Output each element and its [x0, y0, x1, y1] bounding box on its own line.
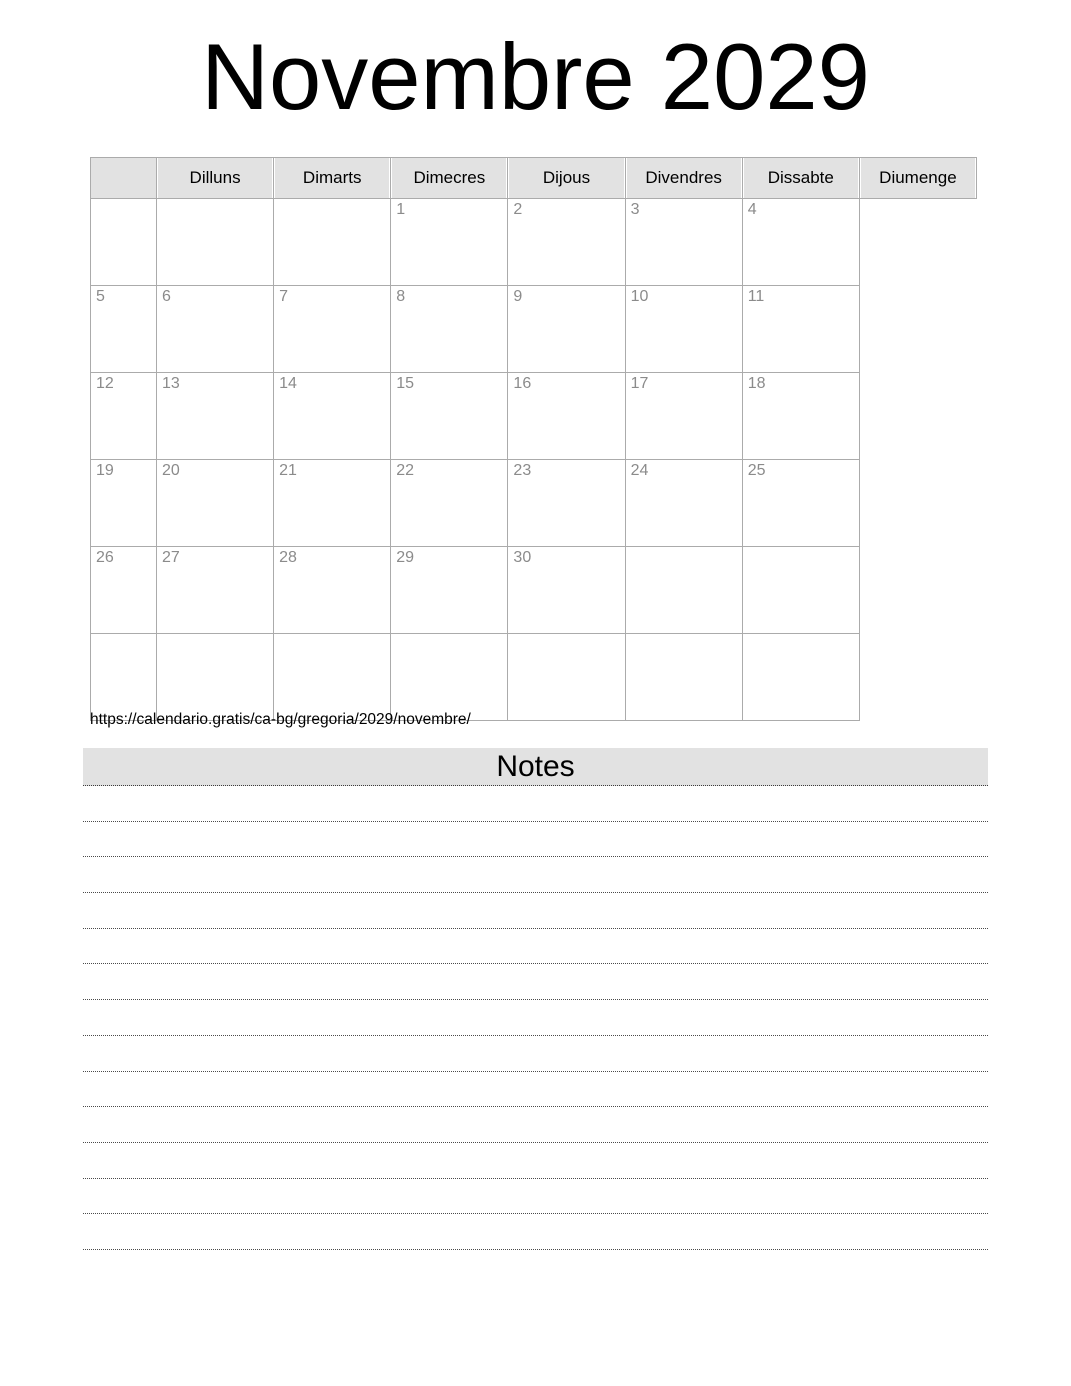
- calendar-side-column: [91, 158, 157, 199]
- day-cell: 7: [274, 286, 391, 373]
- note-line: [83, 893, 988, 929]
- notes-title: Notes: [496, 750, 575, 783]
- empty-day-cell: [742, 634, 859, 721]
- calendar-week-row: [91, 634, 977, 721]
- day-cell: 18: [742, 373, 859, 460]
- empty-day-cell: [508, 634, 625, 721]
- day-cell: 14: [274, 373, 391, 460]
- weekday-header: Dimarts: [274, 158, 391, 199]
- empty-day-cell: [625, 634, 742, 721]
- day-cell: 8: [391, 286, 508, 373]
- empty-day-cell: [625, 547, 742, 634]
- note-line: [83, 1000, 988, 1036]
- day-cell: 28: [274, 547, 391, 634]
- day-cell: 11: [742, 286, 859, 373]
- day-cell: 17: [625, 373, 742, 460]
- weekday-header: Diumenge: [859, 158, 976, 199]
- day-cell: 13: [157, 373, 274, 460]
- day-cell: 23: [508, 460, 625, 547]
- note-line: [83, 1036, 988, 1072]
- day-cell: 24: [625, 460, 742, 547]
- day-cell: 4: [742, 199, 859, 286]
- day-cell: 2: [508, 199, 625, 286]
- day-cell: 16: [508, 373, 625, 460]
- calendar-week-row: [91, 373, 977, 460]
- day-cell: 12: [91, 373, 157, 460]
- empty-day-cell: [274, 634, 391, 721]
- weekday-header: Dimecres: [391, 158, 508, 199]
- day-cell: 30: [508, 547, 625, 634]
- note-line: [83, 964, 988, 1000]
- empty-day-cell: [157, 199, 274, 286]
- empty-day-cell: [391, 634, 508, 721]
- source-url: https://calendario.gratis/ca-bg/gregoria/2029/novembre/: [90, 711, 471, 728]
- day-cell: 9: [508, 286, 625, 373]
- day-cell: 20: [157, 460, 274, 547]
- calendar-body: [91, 199, 977, 721]
- day-cell: 5: [91, 286, 157, 373]
- empty-day-cell: [91, 634, 157, 721]
- weekday-header: Dilluns: [157, 158, 274, 199]
- day-cell: 22: [391, 460, 508, 547]
- calendar-week-row: [91, 460, 977, 547]
- empty-day-cell: [91, 199, 157, 286]
- day-cell: 26: [91, 547, 157, 634]
- notes-header: [83, 748, 988, 786]
- day-cell: 29: [391, 547, 508, 634]
- note-line: [83, 857, 988, 893]
- calendar-table: [90, 157, 977, 721]
- notes-lines: [83, 786, 988, 1250]
- note-line: [83, 929, 988, 965]
- note-line: [83, 1214, 988, 1250]
- note-line: [83, 1072, 988, 1108]
- note-line: [83, 1107, 988, 1143]
- day-cell: 19: [91, 460, 157, 547]
- note-line: [83, 1143, 988, 1179]
- empty-day-cell: [274, 199, 391, 286]
- calendar-week-row: [91, 286, 977, 373]
- empty-day-cell: [157, 634, 274, 721]
- note-line: [83, 822, 988, 858]
- day-cell: 21: [274, 460, 391, 547]
- empty-day-cell: [742, 547, 859, 634]
- day-cell: 27: [157, 547, 274, 634]
- page-title: Novembre 2029: [201, 24, 870, 129]
- day-cell: 15: [391, 373, 508, 460]
- weekday-header: Dijous: [508, 158, 625, 199]
- day-cell: 1: [391, 199, 508, 286]
- weekday-header: Divendres: [625, 158, 742, 199]
- note-line: [83, 1179, 988, 1215]
- calendar-week-row: [91, 547, 977, 634]
- weekday-header: Dissabte: [742, 158, 859, 199]
- day-cell: 3: [625, 199, 742, 286]
- note-line: [83, 786, 988, 822]
- weekday-header-row: [91, 158, 977, 199]
- calendar-week-row: [91, 199, 977, 286]
- day-cell: 25: [742, 460, 859, 547]
- day-cell: 10: [625, 286, 742, 373]
- day-cell: 6: [157, 286, 274, 373]
